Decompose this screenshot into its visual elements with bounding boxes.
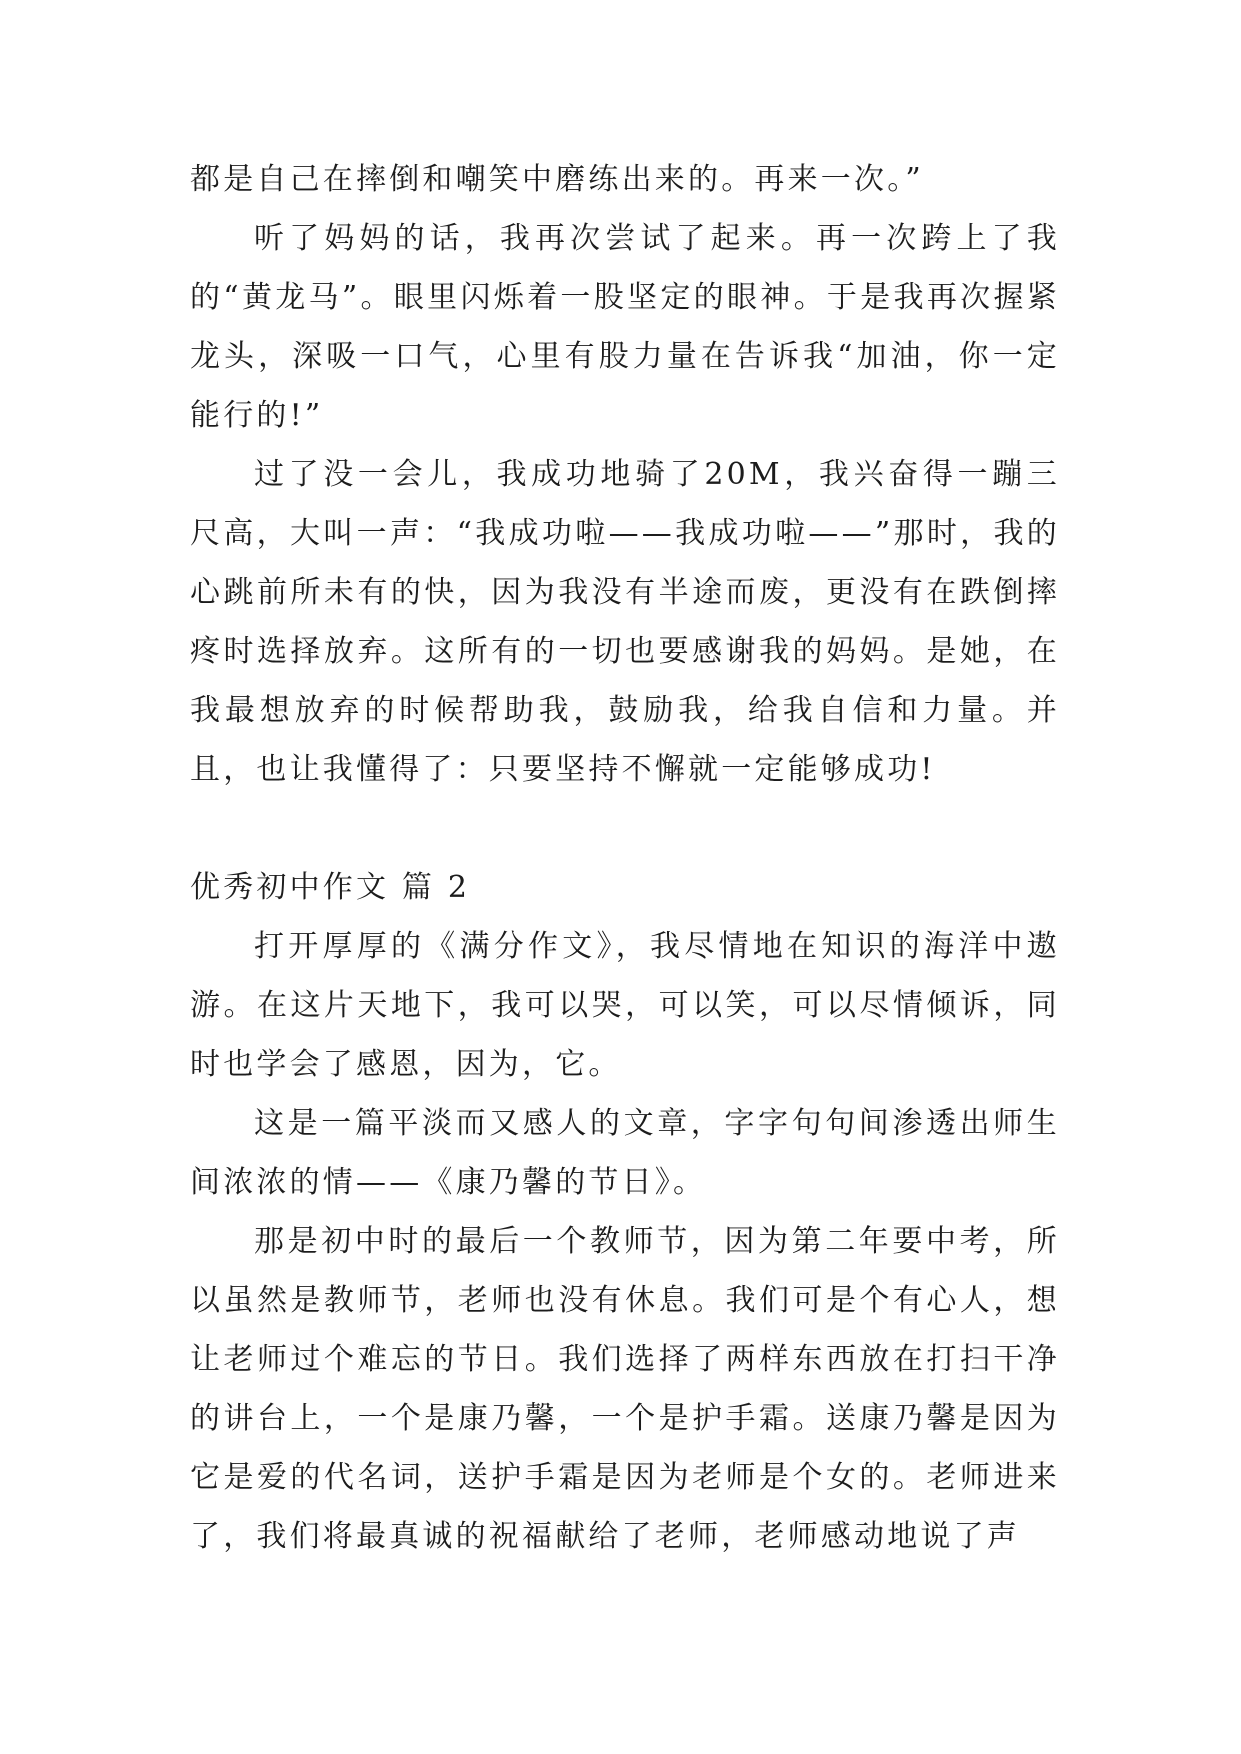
document-body [190,150,1060,1566]
paragraph: 过了没一会儿，我成功地骑了20M，我兴奋得一蹦三尺高，大叫一声：“我成功啦——我成功啦——”那时，我的心跳前所未有的快，因为我没有半途而废，更没有在跌倒摔疼时选择放弃。这所有的一切也要感谢我的妈妈。是她，在我最想放弃的时候帮助我，鼓励我，给我自信和力量。并且，也让我懂得了：只要坚持不懈就一定能够成功! [190,457,1060,787]
paragraph: 打开厚厚的《满分作文》，我尽情地在知识的海洋中遨游。在这片天地下，我可以哭，可以笑，可以尽情倾诉，同时也学会了感恩，因为，它。 [190,929,1060,1082]
paragraph: 这是一篇平淡而又感人的文章，字字句句间渗透出师生间浓浓的情——《康乃馨的节日》。 [190,1106,1060,1200]
paragraph: 那是初中时的最后一个教师节，因为第二年要中考，所以虽然是教师节，老师也没有休息。我们可是个有心人，想让老师过个难忘的节日。我们选择了两样东西放在打扫干净的讲台上，一个是康乃馨，一个是护手霜。送康乃馨是因为它是爱的代名词，送护手霜是因为老师是个女的。老师进来了，我们将最真诚的祝福献给了老师，老师感动地说了声 [190,1224,1060,1554]
section-title: 优秀初中作文 篇 2 [190,870,471,905]
paragraph: 听了妈妈的话，我再次尝试了起来。再一次跨上了我的“黄龙马”。眼里闪烁着一股坚定的眼神。于是我再次握紧龙头，深吸一口气，心里有股力量在告诉我“加油，你一定能行的!” [190,221,1060,433]
paragraph: 都是自己在摔倒和嘲笑中磨练出来的。再来一次。” [190,162,924,197]
